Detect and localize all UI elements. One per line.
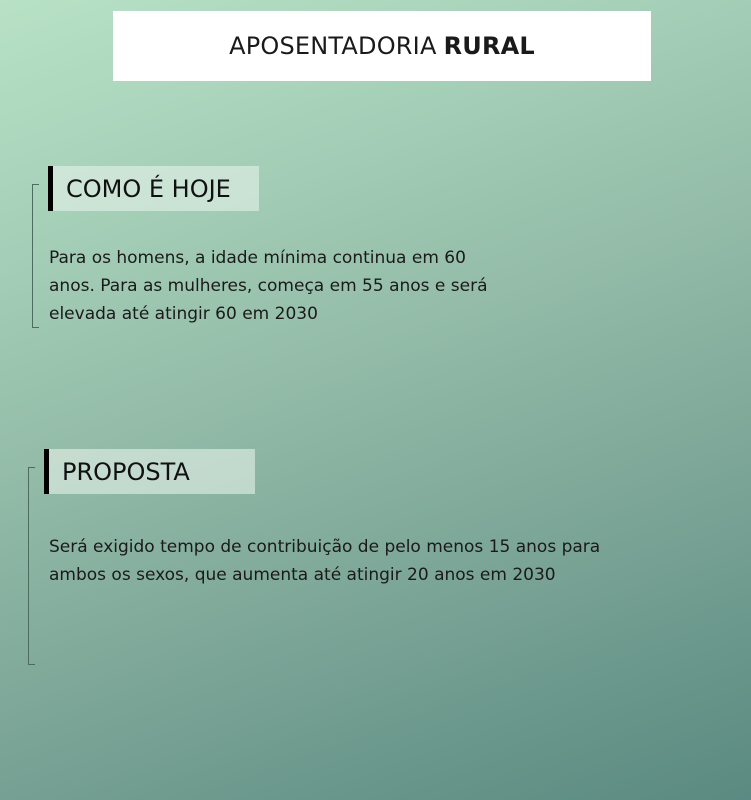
body-line: elevada até atingir 60 em 2030	[49, 304, 318, 324]
section-heading-como-e-hoje	[48, 166, 259, 211]
body-line: ambos os sexos, que aumenta até atingir 20 anos em 2030	[49, 565, 556, 585]
section-heading-label: PROPOSTA	[62, 457, 190, 486]
page-title-regular: APOSENTADORIA	[229, 32, 437, 60]
section-heading-proposta	[44, 449, 255, 494]
section-bracket-como-e-hoje	[32, 184, 39, 328]
page-title-bold: RURAL	[443, 32, 535, 60]
body-line: Será exigido tempo de contribuição de pelo menos 15 anos para	[49, 537, 601, 557]
body-line: anos. Para as mulheres, começa em 55 anos e será	[49, 276, 488, 296]
section-bracket-proposta	[28, 467, 35, 665]
section-heading-label: COMO É HOJE	[66, 174, 231, 203]
section-body-proposta	[49, 533, 709, 589]
page-title-box	[113, 11, 651, 81]
body-line: Para os homens, a idade mínima continua em 60	[49, 248, 466, 268]
section-body-como-e-hoje	[49, 244, 569, 328]
